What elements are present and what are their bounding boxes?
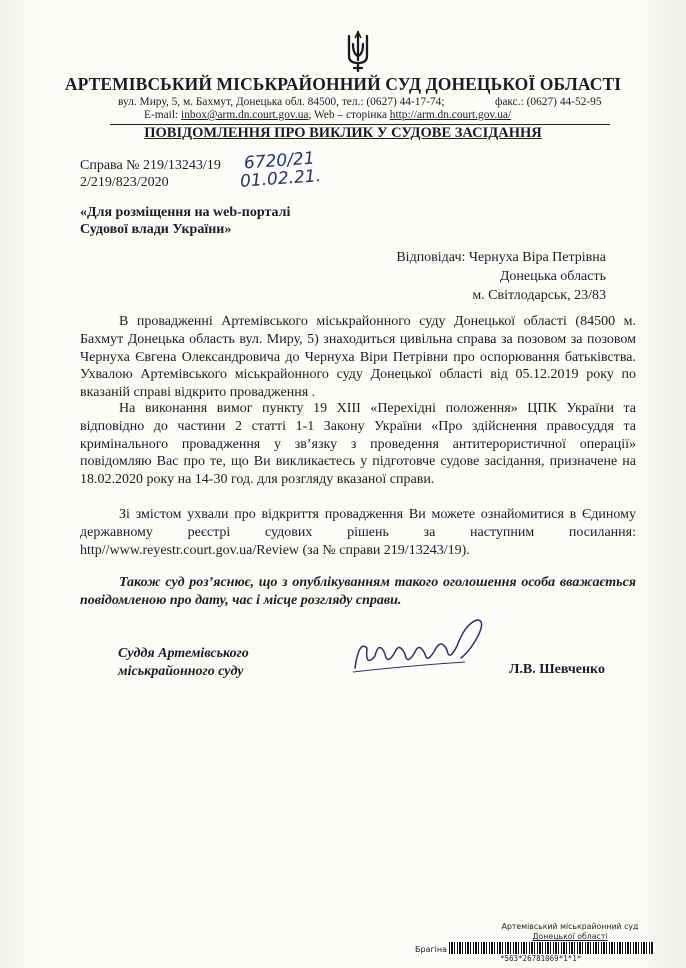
case-number: Справа № 219/13243/19 (80, 158, 221, 173)
contact-line (144, 109, 511, 121)
barcode-row (415, 942, 654, 954)
paragraph-case-info: В провадженні Артемівського міськрайонного суду Донецької області (84500 м. Бахмут Донецька область вул. Миру, 5) знаходиться цивільна справа за позовом за позовом Чернуха Євгена Олександровича до Чернуха Віри Петрівни про оспорювання батьківства. Ухвалою Артемівського міськрайонного суду Донецької області від 05.12.2019 року по вказаній справі відкрито провадження . (80, 314, 636, 401)
web-link[interactable]: http://arm.dn.court.gov.ua/ (389, 109, 512, 121)
handwritten-signature (345, 610, 495, 680)
email-label: E-mail: (144, 109, 179, 121)
judge-name: Л.В. Шевченко (509, 662, 605, 677)
barcode (449, 942, 654, 954)
judge-title-line2: міськрайонного суду (118, 663, 244, 679)
registration-stamp (480, 922, 660, 942)
respondent-region: Донецька область (499, 269, 606, 284)
judge-title (118, 645, 249, 680)
paragraph-clarification: Також суд роз’яснює, що з опублікуванням такого оголошення особа вважається повідомленою про дату, час і місце розгляду справи. (80, 575, 636, 608)
paragraph-registry: Зі змістом ухвали про відкриття провадження Ви можете ознайомитися в Єдиному державному реєстрі судових рішень за наступним посилання: http//www.reyestr.court.gov.ua/Review (за № справи 219/13243/19). (80, 507, 636, 558)
stamp-region: Донецької області (532, 932, 608, 941)
respondent-city: м. Світлодарськ, 23/83 (472, 288, 606, 303)
court-address: вул. Миру, 5, м. Бахмут, Донецька обл. 84500, тел.: (0627) 44-17-74; (118, 96, 445, 108)
paragraph-summons: На виконання вимог пункту 19 ХІІІ «Перехідні положення» ЦПК України та відповідно до частини 2 статті 1-1 Закону України «Про здійснення правосуддя та кримінального провадження у зв’язку з проведення антитерористичної операції» повідомляю Вас про те, що Ви викликаєтесь у підготовче судове засідання, призначене на 18.02.2020 року на 14-30 год. для розгляду вказаної справи. (80, 401, 636, 488)
court-fax: факс.: (0627) 44-52-95 (495, 96, 602, 108)
judge-title-line1: Суддя Артемівського (118, 646, 249, 661)
trident-emblem-icon (344, 30, 372, 74)
respondent-block (396, 248, 606, 305)
operator-name: Брагіна (415, 945, 448, 954)
respondent-name: Відповідач: Чернуха Віра Петрівна (396, 250, 606, 265)
document-title: ПОВІДОМЛЕННЯ ПРО ВИКЛИК У СУДОВЕ ЗАСІДАННЯ (144, 125, 542, 141)
barcode-number: *563*26781069*1*1* (500, 954, 582, 963)
web-portal-note: «Для розміщення на web-порталі Судової влади України» (80, 205, 291, 237)
stamp-court: Артемівський міськрайонний суд (501, 922, 639, 931)
proceeding-number: 2/219/823/2020 (80, 175, 169, 190)
court-name: АРТЕМІВСЬКИЙ МІСЬКРАЙОННИЙ СУД ДОНЕЦЬКОЇ ОБЛАСТІ (64, 74, 622, 94)
email-link[interactable]: inbox@arm.dn.court.gov.ua (181, 109, 309, 121)
handwritten-reference: 6720/21 (243, 148, 316, 174)
web-label: , Web – сторінка (308, 109, 387, 121)
handwritten-date: 01.02.21. (239, 166, 322, 192)
